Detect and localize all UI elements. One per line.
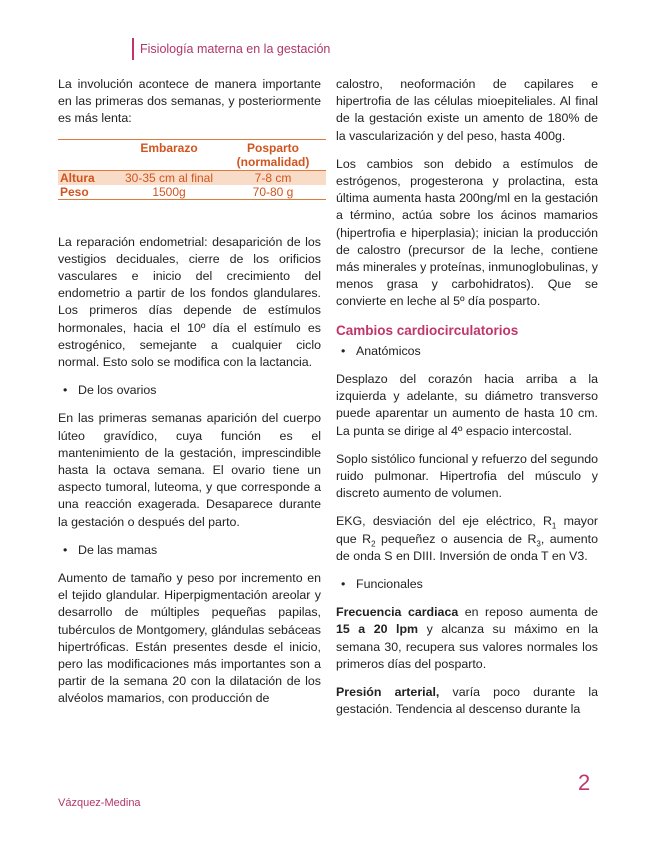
running-header (132, 38, 330, 60)
bullet-ovarios: • De los ovarios (58, 382, 321, 399)
cell-peso-embarazo: 1500g (152, 184, 186, 199)
right-column (336, 76, 598, 730)
comparison-table (58, 139, 326, 200)
table-header-blank (58, 139, 118, 170)
section-title-cardiocirculatorios: Cambios cardiocirculatorios (336, 322, 519, 338)
table-row (58, 185, 326, 200)
soplo-paragraph: Soplo sistólico funcional y refuerzo del segundo ruido pulmonar. Hipertrofia del músculo y discreto aumento de volumen. (336, 451, 598, 501)
page-number: 2 (578, 770, 591, 795)
bullet-mamas: • De las mamas (58, 542, 321, 559)
presion-paragraph: Presión arterial, varía poco durante la gestación. Tendencia al descenso durante la (336, 685, 598, 717)
mamas-paragraph: Aumento de tamaño y peso por incremento en el tejido glandular. Hiperpigmentación areolar y desarrollo de múltiples pequeñas papilas, tubérculos de Montgomery, glándulas sebáceas hipertróficas. Están presentes desde el inicio, pero las modificaciones más importantes son a partir de la semana 20 con la dilatación de los alvéolos mamarios, con producción de (58, 571, 321, 706)
frecuencia-paragraph: Frecuencia cardiaca en reposo aumenta de 15 a 20 lpm y alcanza su máximo en la semana 30, recupera sus valores normales los primeros días del posparto. (336, 605, 598, 671)
table-header-row (58, 139, 326, 170)
row-label-altura: Altura (58, 170, 118, 185)
table-header-embarazo: Embarazo (140, 140, 198, 155)
corazon-paragraph: Desplazo del corazón hacia arriba a la izquierda y adelante, su diámetro transverso puede aparentar un aumento de hasta 10 cm. La punta se dirige al 4º espacio intercostal. (336, 372, 598, 438)
footer-author: Vázquez-Medina (58, 797, 141, 809)
left-column (58, 76, 321, 719)
bullet-anatomicos: • Anatómicos (336, 343, 598, 360)
ovarios-paragraph: En las primeras semanas aparición del cuerpo lúteo gravídico, cuya función es el mantenimiento de la gestación, imprescindible hasta la octava semana. El ovario tiene un aspecto tumoral, luteoma, y que corresponde a una reacción exagerada. Desaparece durante la gestación o después del parto. (58, 411, 321, 529)
endometrial-paragraph: La reparación endometrial: desaparición de los vestigios deciduales, cierre de los orificios vasculares e inicio del crecimiento del endometrio a partir de los fondos glandulares. Los primeros días depende de estímulos hormonales, hacia el 10º día el estímulo es estrogénico, semejante a cualquier ciclo normal. Esto solo se modifica con la lactancia. (58, 234, 321, 370)
bullet-funcionales: • Funcionales (336, 576, 598, 593)
row-label-peso: Peso (60, 184, 89, 199)
header-title: Fisiología materna en la gestación (140, 42, 331, 56)
ekg-paragraph: EKG, desviación del eje eléctrico, $R_1$ mayor que $R_2$ pequeñez o ausencia de $R_3$, aumento de onda S en DIII. Inversión de onda T en V3. (336, 514, 598, 563)
table-row (58, 170, 326, 185)
cell-altura-posparto: 7-8 cm (220, 170, 326, 185)
estimulos-paragraph: Los cambios son debido a estímulos de estrógenos, progesterona y prolactina, esta última aumenta hasta 200ng/ml en la gestación a término, actúa sobre los ácinos mamarios (hipertrofia e hiperplasia); inician la producción de calostro (precursor de la leche, contiene más minerales y proteínas, inmunoglobulinas, y menos grasa y carbohidratos). Que se convierte en leche al 5º día posparto. (336, 156, 598, 309)
intro-paragraph: La involución acontece de manera importante en las primeras dos semanas, y posteriormente es más lenta: (58, 77, 321, 126)
calostro-paragraph: calostro, neoformación de capilares e hipertrofia de las células mioepiteliales. Al final de la gestación existe un amento de 180% de la vascularización y del peso, hasta 400g. (336, 77, 598, 143)
cell-altura-embarazo: 30-35 cm al final (118, 170, 220, 185)
cell-peso-posparto: 70-80 g (252, 184, 294, 199)
table-header-posparto: Posparto (normalidad) (236, 140, 310, 169)
